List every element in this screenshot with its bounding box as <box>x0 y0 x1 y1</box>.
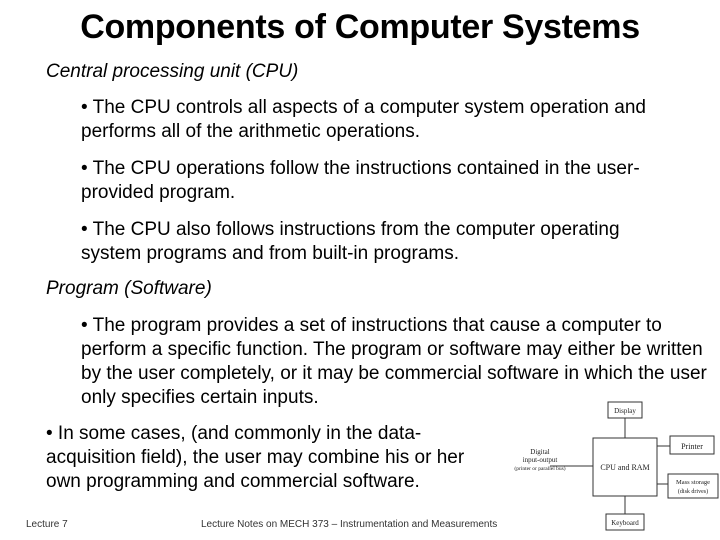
printer-label: Printer <box>681 442 703 451</box>
digital-io-label-2: input-output <box>522 456 558 464</box>
program-bullet-1: • The program provides a set of instructions that cause a computer to perform a specific function. The program or software may either be written by the user completely, or it may be commercial software in which the user only specifies certain inputs. <box>81 315 707 408</box>
mass-storage-label: Mass storage <box>675 479 711 486</box>
cpu-ram-label: CPU and RAM <box>600 463 650 472</box>
footer-lecture-number: Lecture 7 <box>26 519 68 530</box>
final-bullet: • In some cases, (and commonly in the data-acquisition field), the user may combine his or her own programming and commercial software. <box>46 423 465 492</box>
mass-storage-sub-label: (disk drives) <box>677 489 709 495</box>
cpu-bullet-2: • The CPU operations follow the instructions contained in the user-provided program. <box>81 158 640 203</box>
digital-io-label: Digital <box>530 448 550 456</box>
slide-title: Components of Computer Systems <box>80 8 640 46</box>
footer-course-title: Lecture Notes on MECH 373 – Instrumentation and Measurements <box>201 519 498 530</box>
section-heading-cpu: Central processing unit (CPU) <box>46 61 299 82</box>
digital-io-label-3: (printer or parallel bus) <box>514 466 566 472</box>
display-label: Display <box>614 407 636 415</box>
keyboard-label: Keyboard <box>611 519 639 527</box>
cpu-bullet-1: • The CPU controls all aspects of a computer system operation and performs all of the arithmetic operations. <box>81 97 646 142</box>
computer-components-diagram <box>490 396 720 540</box>
cpu-bullet-3: • The CPU also follows instructions from the computer operating system programs and from built-in programs. <box>81 219 620 264</box>
section-heading-program: Program (Software) <box>46 278 212 299</box>
